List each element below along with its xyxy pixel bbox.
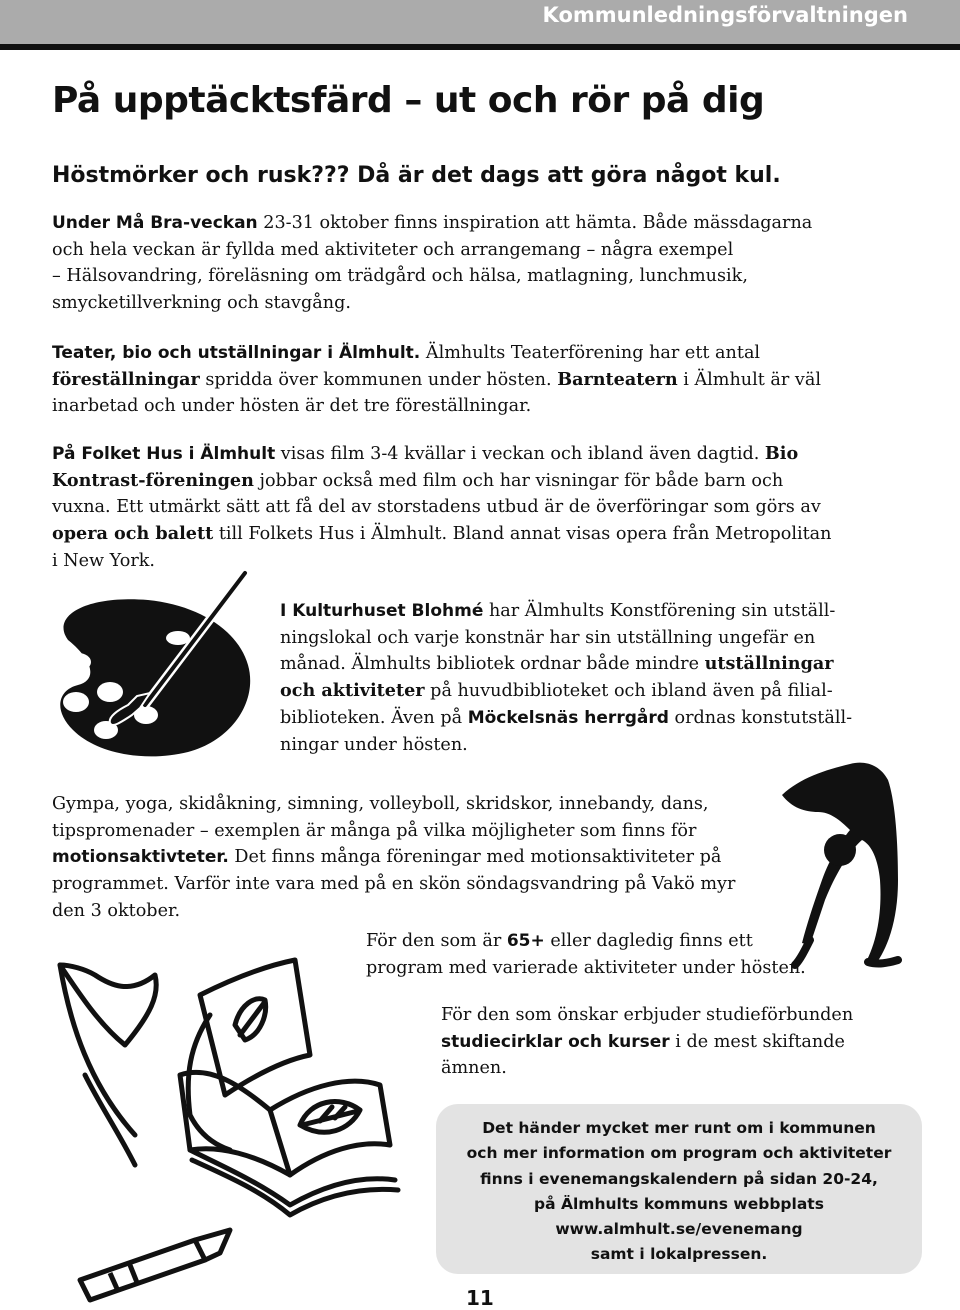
p4-text: biblioteken. Även på	[280, 707, 468, 728]
p5-line: Gympa, yoga, skidåkning, simning, volleyboll, skridskor, innebandy, dans,	[52, 794, 709, 814]
p3-line: vuxna. Ett utmärkt sätt att få del av storstadens utbud är de överföringar som görs av	[52, 497, 821, 518]
paragraph-teater	[52, 340, 821, 420]
p5-line: tipspromenader – exemplen är många på vilka möjligheter som finns för	[52, 820, 697, 841]
page-title: På upptäcktsfärd – ut och rör på dig	[52, 80, 765, 121]
p5-text: Det finns många föreningar med motionsaktiviteter på	[228, 847, 722, 868]
p5-line: programmet. Varför inte vara med på en skön söndagsvandring på Vakö myr	[52, 874, 736, 895]
paragraph-folkets-hus	[52, 441, 832, 575]
p4-bold: utställningar	[704, 653, 834, 675]
p6-bold: 65+	[506, 931, 545, 951]
p6-text: För den som är	[366, 931, 507, 951]
p3-text: visas film 3-4 kvällar i veckan och ibland även dagtid.	[275, 444, 765, 464]
p2-bold: föreställningar	[52, 368, 200, 390]
p2-bold: Barnteatern	[557, 368, 678, 390]
p3-bold: opera och balett	[52, 523, 214, 545]
p3-text: till Folkets Hus i Älmhult. Bland annat visas opera från Metropolitan	[213, 524, 832, 545]
p2-text: spridda över kommunen under hösten.	[199, 369, 558, 390]
info-url: www.almhult.se/evenemang	[555, 1220, 803, 1239]
paragraph-kulturhuset	[280, 598, 852, 758]
paragraph-65plus	[366, 928, 806, 981]
p4-line: ningar under hösten.	[280, 734, 468, 755]
p7-line: För den som önskar erbjuder studieförbunden	[441, 1005, 854, 1025]
p2-text: Älmhults Teaterförening har ett antal	[420, 343, 761, 363]
p4-bold: Möckelsnäs herrgård	[467, 707, 669, 728]
p4-line: ningslokal och varje konstnär har sin utställning ungefär en	[280, 627, 816, 648]
info-line: och mer information om program och aktiviteter	[466, 1144, 892, 1163]
stretching-person-icon	[770, 750, 920, 985]
book-leaf-icon	[40, 935, 430, 1235]
p4-text: har Älmhults Konstförening sin utställ-	[483, 601, 836, 621]
paintbrush-icon	[90, 565, 255, 740]
p5-line: den 3 oktober.	[52, 900, 181, 921]
paragraph-ma-bra-veckan	[52, 210, 812, 317]
paragraph-motion	[52, 791, 735, 925]
info-line: samt i lokalpressen.	[590, 1245, 768, 1264]
p3-bold: Kontrast-föreningen	[52, 469, 254, 491]
p3-text: jobbar också med film och har visningar för både barn och	[253, 470, 784, 491]
p1-line: smycketillverkning och stavgång.	[52, 293, 351, 314]
pen-icon	[70, 1225, 240, 1309]
p3-line: i New York.	[52, 550, 156, 571]
p2-text: i Älmhult är väl	[677, 369, 821, 390]
page-number: 11	[466, 1286, 494, 1310]
p4-bold: och aktiviteter	[280, 680, 425, 702]
p4-text: på huvudbiblioteket och ibland även på filial-	[424, 681, 833, 702]
p6-line: program med varierade aktiviteter under hösten.	[366, 957, 806, 978]
p4-lead: I Kulturhuset Blohmé	[280, 601, 484, 621]
info-line: finns i evenemangskalendern på sidan 20-24,	[480, 1169, 878, 1188]
p3-lead: På Folket Hus i Älmhult	[52, 444, 276, 464]
p7-text: i de mest skiftande	[669, 1031, 845, 1052]
p1-line: – Hälsovandring, föreläsning om trädgård och hälsa, matlagning, lunchmusik,	[52, 266, 748, 287]
info-box	[436, 1104, 922, 1274]
info-line: Det händer mycket mer runt om i kommunen	[482, 1119, 876, 1137]
info-line: på Älmhults kommuns webbplats	[534, 1194, 824, 1213]
header-org: Kommunledningsförvaltningen	[542, 3, 908, 27]
p4-text: ordnas konstutställ-	[668, 707, 853, 728]
header-rule	[0, 44, 960, 50]
p1-text: 23-31 oktober finns inspiration att hämta. Både mässdagarna	[257, 213, 813, 233]
paragraph-studieforbund	[441, 1002, 853, 1082]
p6-text: eller dagledig finns ett	[544, 931, 753, 951]
p7-line: ämnen.	[441, 1058, 507, 1079]
subtitle: Höstmörker och rusk??? Då är det dags att göra något kul.	[52, 163, 781, 188]
p2-line: inarbetad och under hösten är det tre föreställningar.	[52, 396, 532, 417]
p4-text: månad. Älmhults bibliotek ordnar både mindre	[280, 654, 705, 675]
p2-lead: Teater, bio och utställningar i Älmhult.	[52, 343, 421, 363]
p1-lead: Under Må Bra-veckan	[52, 213, 258, 233]
p5-bold: motionsaktivteter.	[52, 847, 229, 868]
p3-bold: Bio	[764, 443, 799, 464]
p1-line: och hela veckan är fyllda med aktiviteter och arrangemang – några exempel	[52, 239, 734, 260]
p7-bold: studiecirklar och kurser	[441, 1031, 670, 1052]
